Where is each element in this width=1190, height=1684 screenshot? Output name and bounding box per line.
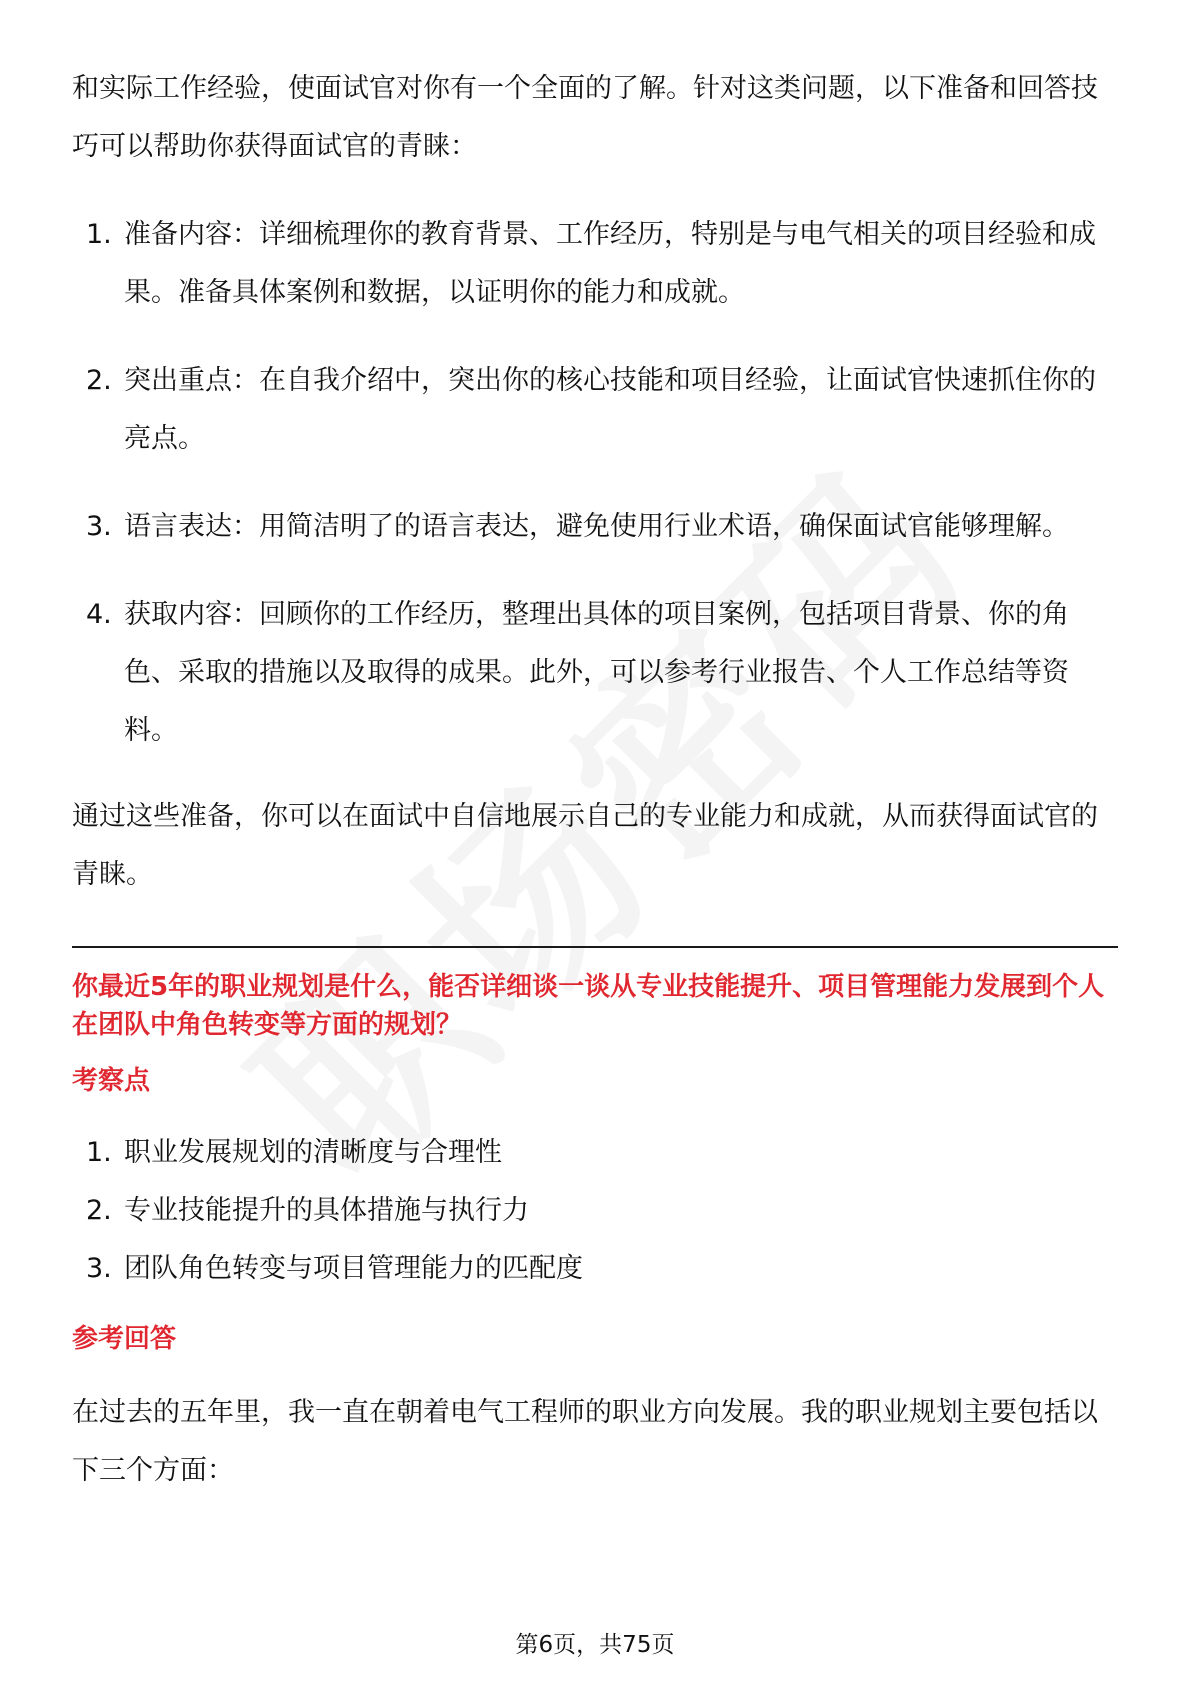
- list-item-text: 突出重点：在自我介绍中，突出你的核心技能和项目经验，让面试官快速抓住你的亮点。: [124, 365, 1096, 454]
- list-item-text: 专业技能提升的具体措施与执行力: [124, 1195, 529, 1226]
- section-divider: [72, 946, 1118, 948]
- list-item-text: 获取内容：回顾你的工作经历，整理出具体的项目案例，包括项目背景、你的角色、采取的措施以及取得的成果。此外，可以参考行业报告、个人工作总结等资料。: [124, 599, 1069, 746]
- page-footer: 第6页，共75页: [515, 1632, 675, 1658]
- list-item-text: 准备内容：详细梳理你的教育背景、工作经历，特别是与电气相关的项目经验和成果。准备具体案例和数据，以证明你的能力和成就。: [124, 219, 1096, 308]
- list-number: 2.: [86, 1195, 112, 1226]
- list-item: [72, 1124, 1118, 1182]
- list-item: [72, 352, 1118, 468]
- list-item: [72, 586, 1118, 760]
- tips-list: [72, 206, 1118, 760]
- assessment-label: 考察点: [72, 1066, 151, 1096]
- list-item-text: 职业发展规划的清晰度与合理性: [124, 1137, 502, 1168]
- list-number: 3.: [86, 511, 112, 542]
- assessment-points-list: [72, 1124, 1118, 1298]
- list-number: 1.: [86, 219, 112, 250]
- answer-paragraph: 在过去的五年里，我一直在朝着电气工程师的职业方向发展。我的职业规划主要包括以下三个方面：: [72, 1397, 1098, 1486]
- list-item: [72, 1182, 1118, 1240]
- list-number: 2.: [86, 365, 112, 396]
- list-item: [72, 498, 1118, 556]
- list-item-text: 团队角色转变与项目管理能力的匹配度: [124, 1253, 583, 1284]
- list-item-text: 语言表达：用简洁明了的语言表达，避免使用行业术语，确保面试官能够理解。: [124, 511, 1069, 542]
- list-item: [72, 206, 1118, 322]
- question-heading: 你最近5年的职业规划是什么，能否详细谈一谈从专业技能提升、项目管理能力发展到个人在团队中角色转变等方面的规划？: [72, 972, 1105, 1040]
- document-page: [72, 60, 1118, 1500]
- list-number: 4.: [86, 599, 112, 630]
- list-number: 1.: [86, 1137, 112, 1168]
- answer-label: 参考回答: [72, 1324, 177, 1354]
- intro-paragraph: 和实际工作经验，使面试官对你有一个全面的了解。针对这类问题，以下准备和回答技巧可以帮助你获得面试官的青睐：: [72, 73, 1098, 162]
- summary-paragraph: 通过这些准备，你可以在面试中自信地展示自己的专业能力和成就，从而获得面试官的青睐。: [72, 801, 1098, 890]
- list-number: 3.: [86, 1253, 112, 1284]
- list-item: [72, 1240, 1118, 1298]
